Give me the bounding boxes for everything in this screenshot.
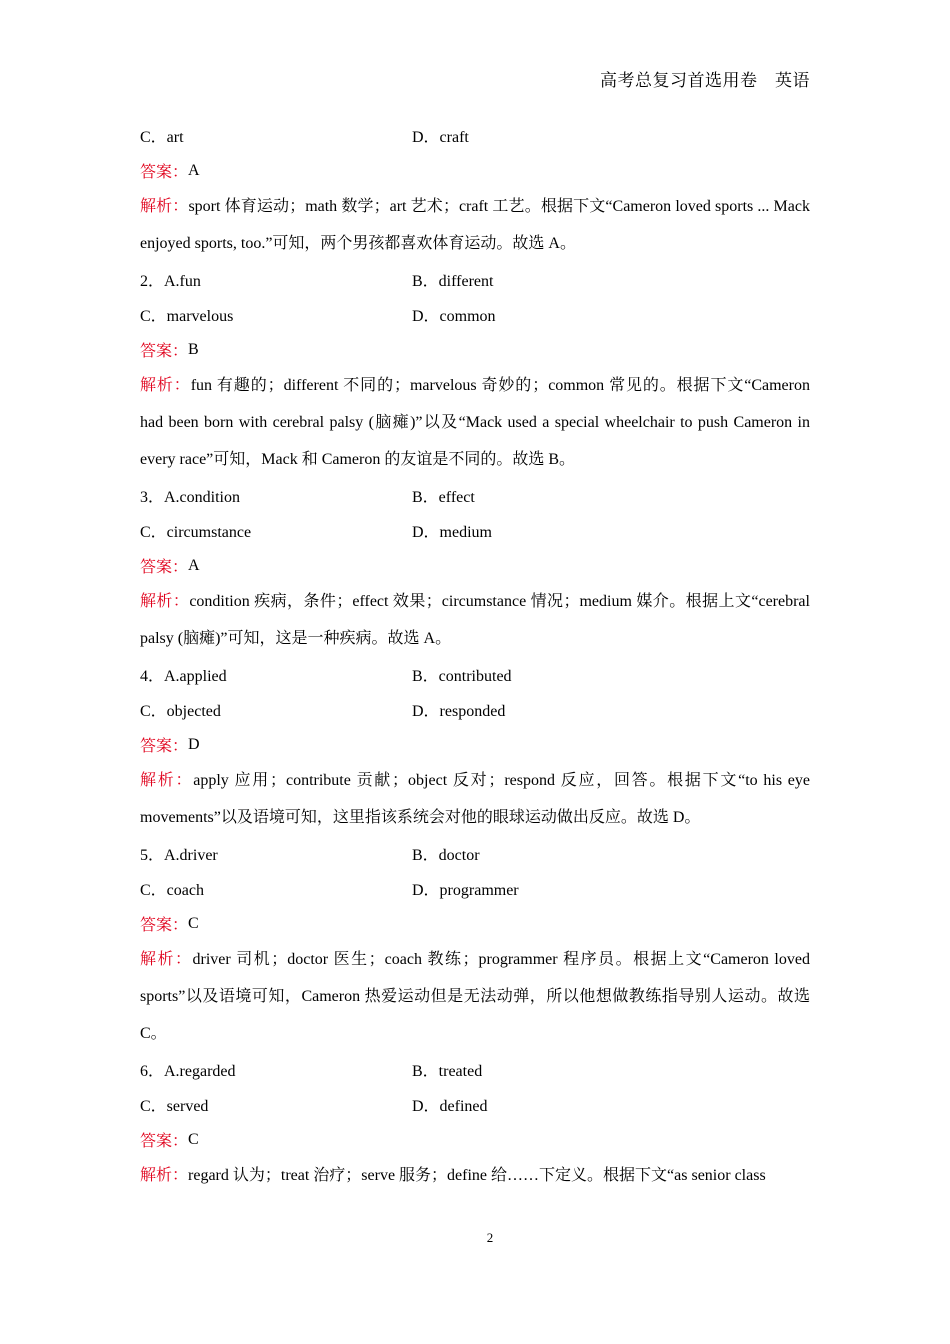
explanation-text: driver 司机；doctor 医生；coach 教练；programmer 程序员。根据上文“Cameron loved sports”以及语境可知，Cameron 热爱运动但是无法动弹，所以他想做教练指导别人运动。故选 C。 xyxy=(140,951,810,1042)
option-b: B．different xyxy=(412,273,494,290)
options-row xyxy=(140,1087,810,1122)
answer-value: A xyxy=(188,556,200,574)
explanation-label: 解析： xyxy=(140,1167,189,1184)
option-c: C．marvelous xyxy=(140,308,234,325)
options-row xyxy=(140,871,810,906)
options-row xyxy=(140,118,810,153)
options-row xyxy=(140,657,810,692)
options-row xyxy=(140,478,810,513)
answer-line xyxy=(140,548,810,583)
explanation-label: 解析： xyxy=(140,951,193,968)
option-a: 5．A.driver xyxy=(140,847,218,864)
option-b: B．effect xyxy=(412,489,475,506)
answer-line xyxy=(140,332,810,367)
answer-line xyxy=(140,1122,810,1157)
explanation-text: regard 认为；treat 治疗；serve 服务；define 给……下定义。根据下文“as senior class xyxy=(188,1167,766,1184)
explanation xyxy=(140,1157,810,1194)
page-header: 高考总复习首选用卷 英语 xyxy=(600,71,810,90)
answer-value: D xyxy=(188,735,200,753)
explanation xyxy=(140,188,810,262)
answer-label: 答案： xyxy=(140,164,189,181)
option-d: D．common xyxy=(412,308,496,325)
explanation-text: sport 体育运动；math 数学；art 艺术；craft 工艺。根据下文“Cameron loved sports ... Mack enjoyed sports, too.”可知，两个男孩都喜欢体育运动。故选 A。 xyxy=(140,198,810,252)
answer-value: B xyxy=(188,340,199,358)
options-row xyxy=(140,513,810,548)
answer-label: 答案： xyxy=(140,343,189,360)
explanation xyxy=(140,583,810,657)
option-d: D．responded xyxy=(412,703,506,720)
explanation-text: apply 应用；contribute 贡献；object 反对；respond 反应，回答。根据下文“to his eye movements”以及语境可知，这里指该系统会对他的眼球运动做出反应。故选 D。 xyxy=(140,772,810,826)
options-row xyxy=(140,1052,810,1087)
option-b: B．treated xyxy=(412,1063,483,1080)
answer-value: A xyxy=(188,161,200,179)
document-body xyxy=(140,118,810,1194)
option-d: D．programmer xyxy=(412,882,519,899)
explanation-label: 解析： xyxy=(140,198,189,215)
explanation xyxy=(140,762,810,836)
answer-label: 答案： xyxy=(140,738,189,755)
option-c: C．circumstance xyxy=(140,524,252,541)
option-d: D．craft xyxy=(412,129,469,146)
options-row xyxy=(140,836,810,871)
options-row xyxy=(140,692,810,727)
option-a: 2．A.fun xyxy=(140,273,201,290)
option-a: 6．A.regarded xyxy=(140,1063,236,1080)
answer-line xyxy=(140,727,810,762)
answer-line xyxy=(140,906,810,941)
explanation-label: 解析： xyxy=(140,772,194,789)
option-d: D．medium xyxy=(412,524,492,541)
option-c: C．coach xyxy=(140,882,204,899)
options-row xyxy=(140,297,810,332)
option-c: C．served xyxy=(140,1098,209,1115)
answer-label: 答案： xyxy=(140,1133,189,1150)
page-number: 2 xyxy=(486,1230,494,1245)
explanation xyxy=(140,367,810,478)
option-a: 4．A.applied xyxy=(140,668,227,685)
explanation xyxy=(140,941,810,1052)
option-a: 3．A.condition xyxy=(140,489,240,506)
option-c: C．art xyxy=(140,129,184,146)
explanation-label: 解析： xyxy=(140,377,191,394)
explanation-text: fun 有趣的；different 不同的；marvelous 奇妙的；common 常见的。根据下文“Cameron had been born with cerebral palsy (脑瘫)”以及“Mack used a special wheelchair to push Cameron in every race”可知，Mack 和 Cameron 的友谊是不同的。故选 B。 xyxy=(140,377,810,468)
options-row xyxy=(140,262,810,297)
option-b: B．doctor xyxy=(412,847,480,864)
answer-value: C xyxy=(188,1130,199,1148)
explanation-label: 解析： xyxy=(140,593,190,610)
answer-label: 答案： xyxy=(140,917,189,934)
answer-label: 答案： xyxy=(140,559,189,576)
answer-line xyxy=(140,153,810,188)
answer-value: C xyxy=(188,914,199,932)
explanation-text: condition 疾病，条件；effect 效果；circumstance 情况；medium 媒介。根据上文“cerebral palsy (脑瘫)”可知，这是一种疾病。故选 A。 xyxy=(140,593,810,647)
option-d: D．defined xyxy=(412,1098,488,1115)
option-b: B．contributed xyxy=(412,668,512,685)
option-c: C．objected xyxy=(140,703,221,720)
